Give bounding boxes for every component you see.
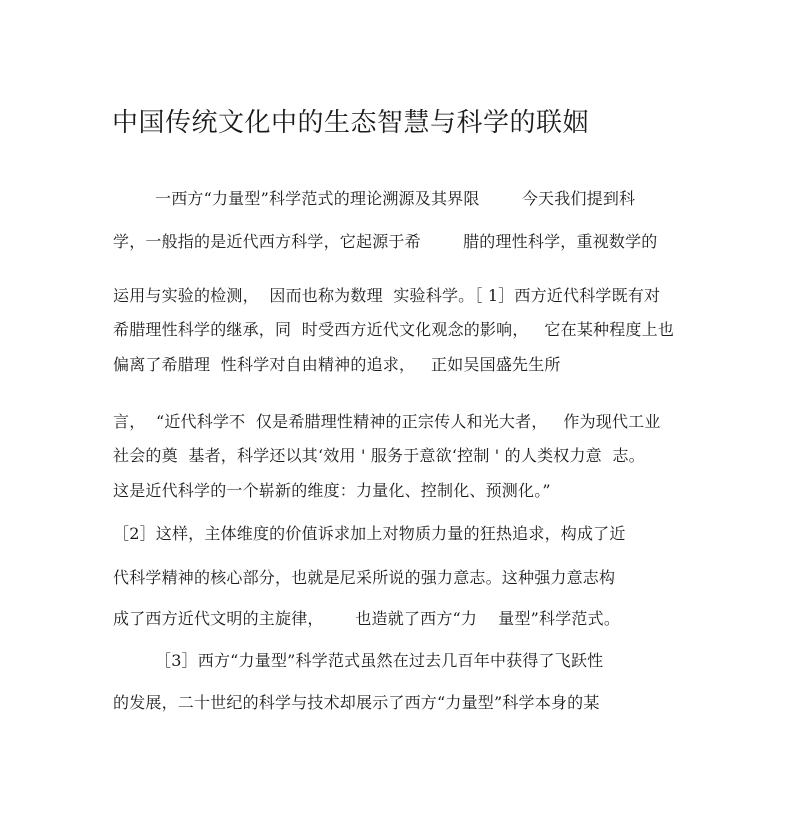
paragraph-line: 偏离了希腊理 性科学对自由精神的追求， 正如吴国盛先生所: [113, 355, 561, 374]
document-title: 中国传统文化中的生态智慧与科学的联姻: [112, 108, 590, 138]
paragraph-line: 一西方“力量型”科学范式的理论溯源及其界限 今天我们提到科: [155, 189, 636, 208]
paragraph-line: 希腊理性科学的继承，同 时受西方近代文化观念的影响， 它在某种程度上也: [113, 320, 675, 339]
paragraph-line: ［3］西方“力量型”科学范式虽然在过去几百年中获得了飞跃性: [155, 651, 604, 670]
paragraph-line: 社会的奠 基者，科学还以其‘效用 ' 服务于意欲‘控制 ' 的人类权力意 志。: [113, 446, 645, 465]
paragraph-line: 成了西方近代文明的主旋律， 也造就了西方“力 量型”科学范式。: [113, 609, 621, 628]
paragraph-line: 这是近代科学的一个崭新的维度：力量化、控制化、预测化。”: [113, 481, 551, 500]
paragraph-line: 运用与实验的检测， 因而也称为数理 实验科学。［ 1］西方近代科学既有对: [113, 286, 661, 305]
paragraph-line: 的发展，二十世纪的科学与技术却展示了西方“力量型”科学本身的某: [113, 693, 600, 712]
paragraph-line: 代科学精神的核心部分，也就是尼采所说的强力意志。这种强力意志构: [113, 568, 616, 587]
paragraph-line: 言， “近代科学不 仅是希腊理性精神的正宗传人和光大者， 作为现代工业: [113, 412, 661, 431]
paragraph-line: 学，一般指的是近代西方科学，它起源于希 腊的理性科学，重视数学的: [113, 232, 658, 251]
paragraph-line: ［2］这样，主体维度的价值诉求加上对物质力量的狂热追求，构成了近: [113, 524, 626, 543]
